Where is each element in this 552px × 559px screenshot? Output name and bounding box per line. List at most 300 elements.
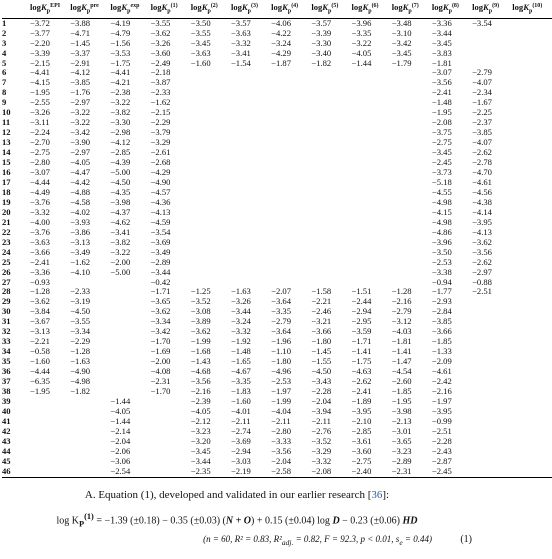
table-cell bbox=[392, 88, 432, 98]
table-cell bbox=[110, 377, 150, 387]
stats-rest: = 0.82, F = 92.3, p < 0.01, s bbox=[293, 534, 400, 544]
table-cell: −4.08 bbox=[150, 366, 171, 377]
table-cell: −2.97 bbox=[472, 266, 492, 277]
table-cell: −2.10 bbox=[351, 415, 372, 426]
table-cell: −4.56 bbox=[472, 186, 492, 197]
table-cell: −1.92 bbox=[230, 336, 251, 347]
table-cell bbox=[191, 168, 231, 178]
table-cell: −3.63 bbox=[190, 47, 211, 58]
table-cell bbox=[271, 138, 311, 148]
table-cell bbox=[512, 337, 552, 347]
header-col-4: logK$_p^{(1)}$ bbox=[150, 2, 178, 15]
equation-number: (1) bbox=[460, 534, 472, 545]
table-cell bbox=[472, 447, 512, 457]
row-id: 5 bbox=[2, 57, 7, 68]
table-cell: −0.88 bbox=[472, 276, 492, 287]
table-cell: −4.13 bbox=[150, 206, 171, 217]
table-cell: −1.75 bbox=[351, 356, 372, 367]
table-cell: −4.49 bbox=[30, 186, 50, 197]
table-cell bbox=[472, 407, 512, 417]
row-id: 31 bbox=[2, 316, 11, 327]
table-cell: −3.35 bbox=[271, 306, 292, 317]
table-cell bbox=[70, 427, 110, 437]
table-cell: −3.07 bbox=[431, 67, 452, 78]
table-cell: −4.47 bbox=[70, 167, 91, 178]
table-cell: −4.70 bbox=[472, 167, 492, 178]
table-cell: −3.84 bbox=[30, 306, 50, 317]
table-cell bbox=[472, 317, 512, 327]
table-cell bbox=[512, 268, 552, 278]
row-id: 13 bbox=[2, 137, 11, 148]
equation-lhs-sup: (1) bbox=[84, 512, 94, 521]
table-cell bbox=[191, 178, 231, 188]
table-cell bbox=[311, 188, 351, 198]
table-cell bbox=[70, 467, 110, 477]
table-cell: −1.60 bbox=[190, 57, 211, 68]
table-cell: −3.66 bbox=[431, 326, 452, 337]
table-cell: −2.25 bbox=[472, 107, 492, 118]
row-id: 3 bbox=[2, 37, 7, 48]
table-cell: −1.41 bbox=[391, 346, 412, 357]
table-cell bbox=[352, 148, 392, 158]
caption-close: ]: bbox=[382, 489, 390, 501]
table-cell: −3.22 bbox=[110, 97, 131, 108]
table-cell bbox=[271, 108, 311, 118]
table-cell: −1.97 bbox=[271, 385, 292, 396]
table-cell: −3.22 bbox=[70, 107, 91, 118]
table-cell: −1.81 bbox=[431, 57, 452, 68]
table-cell bbox=[472, 307, 512, 317]
table-cell: −3.82 bbox=[110, 107, 131, 118]
table-cell: −1.70 bbox=[150, 336, 171, 347]
table-cell: −2.89 bbox=[391, 455, 412, 466]
table-cell: −1.43 bbox=[190, 356, 211, 367]
table-cell bbox=[392, 258, 432, 268]
table-cell: −1.75 bbox=[110, 57, 131, 68]
table-cell: −2.94 bbox=[351, 306, 372, 317]
stats-text: (n = 60, R² = 0.83, R² bbox=[203, 534, 282, 544]
header-row bbox=[2, 0, 552, 18]
table-cell bbox=[110, 317, 150, 327]
table-cell bbox=[512, 29, 552, 39]
table-cell: −1.95 bbox=[30, 385, 50, 396]
table-cell: −1.99 bbox=[190, 336, 211, 347]
table-cell: −4.05 bbox=[351, 47, 372, 58]
section-caption bbox=[0, 489, 474, 501]
table-cell bbox=[352, 188, 392, 198]
table-cell: −3.30 bbox=[311, 37, 332, 48]
equation-1 bbox=[0, 512, 474, 528]
table-cell: −3.35 bbox=[230, 376, 251, 387]
table-cell bbox=[392, 118, 432, 128]
table-cell bbox=[352, 158, 392, 168]
table-cell: −3.62 bbox=[150, 306, 171, 317]
table-cell: −2.70 bbox=[30, 137, 50, 148]
table-cell bbox=[191, 208, 231, 218]
table-cell bbox=[70, 457, 110, 467]
table-cell: −2.42 bbox=[431, 376, 452, 387]
table-cell: −3.56 bbox=[190, 376, 211, 387]
table-cell bbox=[110, 357, 150, 367]
table-cell: −3.90 bbox=[70, 137, 91, 148]
table-cell: −4.37 bbox=[110, 206, 131, 217]
table-cell: −1.28 bbox=[30, 286, 50, 297]
table-cell: −2.34 bbox=[472, 87, 492, 98]
table-cell: −1.44 bbox=[110, 415, 131, 426]
table-cell: −4.05 bbox=[190, 405, 211, 416]
table-cell: −2.80 bbox=[30, 157, 50, 168]
table-cell bbox=[231, 68, 271, 78]
table-cell bbox=[151, 437, 191, 447]
table-cell: −1.28 bbox=[70, 346, 91, 357]
table-cell: −2.51 bbox=[431, 425, 452, 436]
row-id: 6 bbox=[2, 67, 7, 78]
table-cell bbox=[311, 158, 351, 168]
table-cell: −3.63 bbox=[230, 27, 251, 38]
table-cell bbox=[472, 297, 512, 307]
table-cell bbox=[191, 98, 231, 108]
equation-statistics bbox=[203, 534, 432, 547]
table-cell bbox=[392, 268, 432, 278]
table-cell: −4.00 bbox=[30, 216, 50, 227]
stats-end: = 0.44) bbox=[402, 534, 432, 544]
table-cell: −6.35 bbox=[30, 376, 50, 387]
table-cell bbox=[191, 238, 231, 248]
table-cell: −4.05 bbox=[70, 157, 91, 168]
table-cell bbox=[191, 78, 231, 88]
header-col-6: logK$_p^{(3)}$ bbox=[230, 2, 258, 15]
table-cell bbox=[392, 228, 432, 238]
table-cell bbox=[231, 238, 271, 248]
table-cell: −2.16 bbox=[190, 385, 211, 396]
table-cell: −3.30 bbox=[110, 117, 131, 128]
table-cell: −4.98 bbox=[70, 376, 91, 387]
table-cell: −2.09 bbox=[431, 356, 452, 367]
table-cell: −2.41 bbox=[30, 256, 50, 267]
table-cell bbox=[352, 248, 392, 258]
table-cell: −3.65 bbox=[391, 435, 412, 446]
table-cell: −1.95 bbox=[431, 107, 452, 118]
table-cell bbox=[30, 397, 70, 407]
table-cell: −3.26 bbox=[230, 296, 251, 307]
table-cell: −2.31 bbox=[150, 376, 171, 387]
table-cell: −3.76 bbox=[30, 196, 50, 207]
table-cell bbox=[311, 138, 351, 148]
table-cell bbox=[110, 347, 150, 357]
table-cell: −3.34 bbox=[70, 326, 91, 337]
table-cell bbox=[311, 218, 351, 228]
table-cell: −4.39 bbox=[110, 157, 131, 168]
table-cell bbox=[191, 228, 231, 238]
row-id: 33 bbox=[2, 336, 11, 347]
table-cell: −2.28 bbox=[311, 385, 332, 396]
table-cell bbox=[30, 437, 70, 447]
table-cell: −2.98 bbox=[110, 127, 131, 138]
table-cell: −2.45 bbox=[431, 157, 452, 168]
table-cell: −3.23 bbox=[391, 445, 412, 456]
citation-link[interactable]: 36 bbox=[371, 489, 383, 501]
table-cell bbox=[512, 59, 552, 69]
table-cell bbox=[472, 467, 512, 477]
table-cell: −1.60 bbox=[230, 395, 251, 406]
table-cell bbox=[352, 88, 392, 98]
table-cell bbox=[191, 108, 231, 118]
table-cell bbox=[231, 178, 271, 188]
table-cell: −3.54 bbox=[472, 17, 492, 28]
table-cell: −2.79 bbox=[391, 306, 412, 317]
table-cell bbox=[231, 158, 271, 168]
table-cell bbox=[512, 78, 552, 88]
table-cell: −4.07 bbox=[472, 77, 492, 88]
table-cell: −2.76 bbox=[311, 425, 332, 436]
table-cell: −2.97 bbox=[70, 97, 91, 108]
table-cell bbox=[311, 268, 351, 278]
table-cell: −2.89 bbox=[150, 256, 171, 267]
table-cell: −4.04 bbox=[271, 405, 292, 416]
table-cell: −3.55 bbox=[190, 27, 211, 38]
table-cell bbox=[30, 467, 70, 477]
table-cell: −4.68 bbox=[190, 366, 211, 377]
table-body bbox=[2, 18, 552, 477]
table-cell: −2.15 bbox=[30, 57, 50, 68]
table-cell: −3.50 bbox=[431, 246, 452, 257]
table-cell: −3.75 bbox=[431, 127, 452, 138]
table-cell: −4.41 bbox=[110, 67, 131, 78]
table-cell: −3.56 bbox=[472, 246, 492, 257]
table-cell: −2.75 bbox=[30, 147, 50, 158]
table-cell bbox=[352, 98, 392, 108]
table-cell: −2.54 bbox=[110, 465, 131, 476]
table-cell: −4.54 bbox=[391, 366, 412, 377]
table-cell: −3.73 bbox=[431, 167, 452, 178]
table-cell: −3.64 bbox=[271, 326, 292, 337]
table-cell: −3.95 bbox=[431, 405, 452, 416]
table-cell bbox=[472, 377, 512, 387]
table-cell: −1.60 bbox=[30, 356, 50, 367]
row-id: 40 bbox=[2, 405, 11, 416]
table-cell: −1.62 bbox=[70, 256, 91, 267]
table-cell: −4.21 bbox=[110, 77, 131, 88]
table-cell: −4.41 bbox=[30, 67, 50, 78]
row-id: 27 bbox=[2, 276, 11, 287]
table-cell: −0.93 bbox=[30, 276, 50, 287]
table-cell: −1.89 bbox=[351, 395, 372, 406]
table-cell bbox=[512, 287, 552, 297]
table-cell: −3.85 bbox=[70, 77, 91, 88]
table-cell bbox=[512, 327, 552, 337]
table-cell bbox=[352, 208, 392, 218]
table-cell: −4.50 bbox=[110, 176, 131, 187]
table-cell: −2.41 bbox=[351, 385, 372, 396]
table-cell: −2.85 bbox=[351, 425, 372, 436]
table-cell: −3.29 bbox=[150, 137, 171, 148]
logkp-table bbox=[2, 0, 552, 478]
table-cell: −3.32 bbox=[30, 206, 50, 217]
header-col-5: logK$_p^{(2)}$ bbox=[190, 2, 218, 15]
table-cell: −2.13 bbox=[391, 415, 412, 426]
table-cell: −1.68 bbox=[190, 346, 211, 357]
table-cell: −2.97 bbox=[70, 147, 91, 158]
table-cell bbox=[472, 387, 512, 397]
table-cell bbox=[151, 447, 191, 457]
row-id: 32 bbox=[2, 326, 11, 337]
table-cell bbox=[512, 118, 552, 128]
header-id bbox=[2, 0, 30, 18]
table-cell bbox=[512, 307, 552, 317]
table-cell bbox=[512, 377, 552, 387]
table-cell: −2.91 bbox=[70, 57, 91, 68]
table-cell bbox=[392, 148, 432, 158]
table-cell: −4.38 bbox=[472, 196, 492, 207]
table-cell bbox=[472, 327, 512, 337]
table-cell: −2.14 bbox=[110, 425, 131, 436]
table-cell bbox=[231, 268, 271, 278]
table-cell bbox=[231, 148, 271, 158]
table-cell: −3.49 bbox=[150, 246, 171, 257]
row-id: 1 bbox=[2, 17, 7, 28]
table-cell bbox=[472, 39, 512, 49]
table-cell: −2.37 bbox=[472, 117, 492, 128]
table-cell bbox=[472, 29, 512, 39]
table-cell bbox=[512, 148, 552, 158]
table-cell bbox=[191, 188, 231, 198]
table-cell: −3.21 bbox=[311, 316, 332, 327]
table-cell: −1.97 bbox=[431, 395, 452, 406]
row-id: 38 bbox=[2, 385, 11, 396]
table-cell: −3.66 bbox=[311, 326, 332, 337]
table-cell: −2.62 bbox=[472, 256, 492, 267]
table-cell: −2.35 bbox=[190, 465, 211, 476]
table-cell: −2.95 bbox=[351, 316, 372, 327]
table-cell bbox=[151, 397, 191, 407]
table-cell bbox=[271, 158, 311, 168]
table-cell: −1.95 bbox=[391, 395, 412, 406]
table-cell bbox=[311, 128, 351, 138]
table-cell: −4.55 bbox=[431, 186, 452, 197]
table-cell bbox=[311, 98, 351, 108]
equation-mid2: − 0.23 (±0.06) bbox=[339, 515, 403, 527]
table-cell bbox=[512, 417, 552, 427]
table-cell: −2.24 bbox=[30, 127, 50, 138]
table-cell: −3.39 bbox=[30, 47, 50, 58]
table-cell: −3.24 bbox=[230, 316, 251, 327]
table-cell: −3.56 bbox=[271, 445, 292, 456]
table-cell bbox=[512, 208, 552, 218]
equation-body: = −1.39 (±0.18) − 0.35 (±0.03) ( bbox=[93, 515, 226, 527]
table-cell: −3.62 bbox=[150, 27, 171, 38]
row-id: 22 bbox=[2, 226, 11, 237]
table-cell: −3.49 bbox=[70, 246, 91, 257]
table-cell: −4.98 bbox=[431, 216, 452, 227]
table-cell: −3.45 bbox=[431, 147, 452, 158]
table-cell bbox=[271, 98, 311, 108]
table-cell: −4.67 bbox=[230, 366, 251, 377]
table-cell: −3.13 bbox=[70, 236, 91, 247]
table-cell bbox=[512, 178, 552, 188]
table-cell bbox=[271, 228, 311, 238]
table-cell: −2.21 bbox=[30, 336, 50, 347]
table-cell bbox=[512, 98, 552, 108]
table-cell: −2.33 bbox=[70, 286, 91, 297]
table-cell: −1.51 bbox=[351, 286, 372, 297]
table-cell: −2.51 bbox=[472, 286, 492, 297]
table-cell bbox=[392, 128, 432, 138]
table-cell bbox=[311, 208, 351, 218]
table-cell: −4.15 bbox=[30, 77, 50, 88]
table-cell bbox=[512, 258, 552, 268]
table-cell: −3.11 bbox=[30, 117, 50, 128]
table-cell: −2.00 bbox=[110, 256, 131, 267]
row-id: 26 bbox=[2, 266, 11, 277]
table-cell: −3.23 bbox=[190, 425, 211, 436]
table-cell: −4.50 bbox=[70, 306, 91, 317]
row-id: 16 bbox=[2, 167, 11, 178]
table-cell bbox=[512, 427, 552, 437]
table-cell: −2.15 bbox=[150, 107, 171, 118]
table-cell: −2.04 bbox=[110, 435, 131, 446]
table-cell bbox=[352, 68, 392, 78]
table-cell: −4.57 bbox=[150, 186, 171, 197]
table-cell: −2.16 bbox=[431, 385, 452, 396]
table-cell bbox=[472, 357, 512, 367]
table-cell: −4.88 bbox=[70, 186, 91, 197]
table-cell: −1.55 bbox=[311, 356, 332, 367]
table-cell: −3.62 bbox=[190, 326, 211, 337]
table-cell: −4.07 bbox=[472, 137, 492, 148]
table-cell bbox=[151, 407, 191, 417]
table-cell bbox=[271, 78, 311, 88]
table-cell: −4.44 bbox=[30, 176, 50, 187]
table-cell: −5.00 bbox=[110, 266, 131, 277]
table-cell: −2.39 bbox=[190, 395, 211, 406]
table-cell bbox=[231, 168, 271, 178]
table-cell bbox=[512, 297, 552, 307]
table-cell: −3.69 bbox=[150, 236, 171, 247]
table-cell: −3.08 bbox=[190, 306, 211, 317]
equation-lhs: log K bbox=[56, 515, 80, 527]
table-cell bbox=[512, 138, 552, 148]
table-cell bbox=[512, 347, 552, 357]
row-id: 36 bbox=[2, 366, 11, 377]
table-cell: −1.48 bbox=[431, 97, 452, 108]
table-cell: −2.78 bbox=[472, 157, 492, 168]
table-cell: −4.22 bbox=[271, 27, 292, 38]
table-cell: −3.85 bbox=[431, 316, 452, 327]
table-cell: −4.14 bbox=[472, 206, 492, 217]
table-cell bbox=[191, 88, 231, 98]
table-cell: −3.55 bbox=[150, 17, 171, 28]
table-cell bbox=[512, 168, 552, 178]
table-cell: −1.56 bbox=[110, 37, 131, 48]
table-cell bbox=[512, 198, 552, 208]
table-cell: −3.41 bbox=[230, 47, 251, 58]
table-cell bbox=[352, 258, 392, 268]
table-cell: −3.54 bbox=[150, 226, 171, 237]
table-row bbox=[2, 467, 552, 477]
table-cell bbox=[392, 168, 432, 178]
table-cell bbox=[392, 98, 432, 108]
table-cell: −3.44 bbox=[150, 266, 171, 277]
row-id: 2 bbox=[2, 27, 7, 38]
row-id: 12 bbox=[2, 127, 11, 138]
table-cell bbox=[191, 118, 231, 128]
table-cell: −3.22 bbox=[70, 117, 91, 128]
table-cell bbox=[151, 467, 191, 477]
table-cell: −1.54 bbox=[230, 57, 251, 68]
table-cell bbox=[392, 248, 432, 258]
row-id: 39 bbox=[2, 395, 11, 406]
equation-lhs-sub: P bbox=[79, 519, 85, 529]
